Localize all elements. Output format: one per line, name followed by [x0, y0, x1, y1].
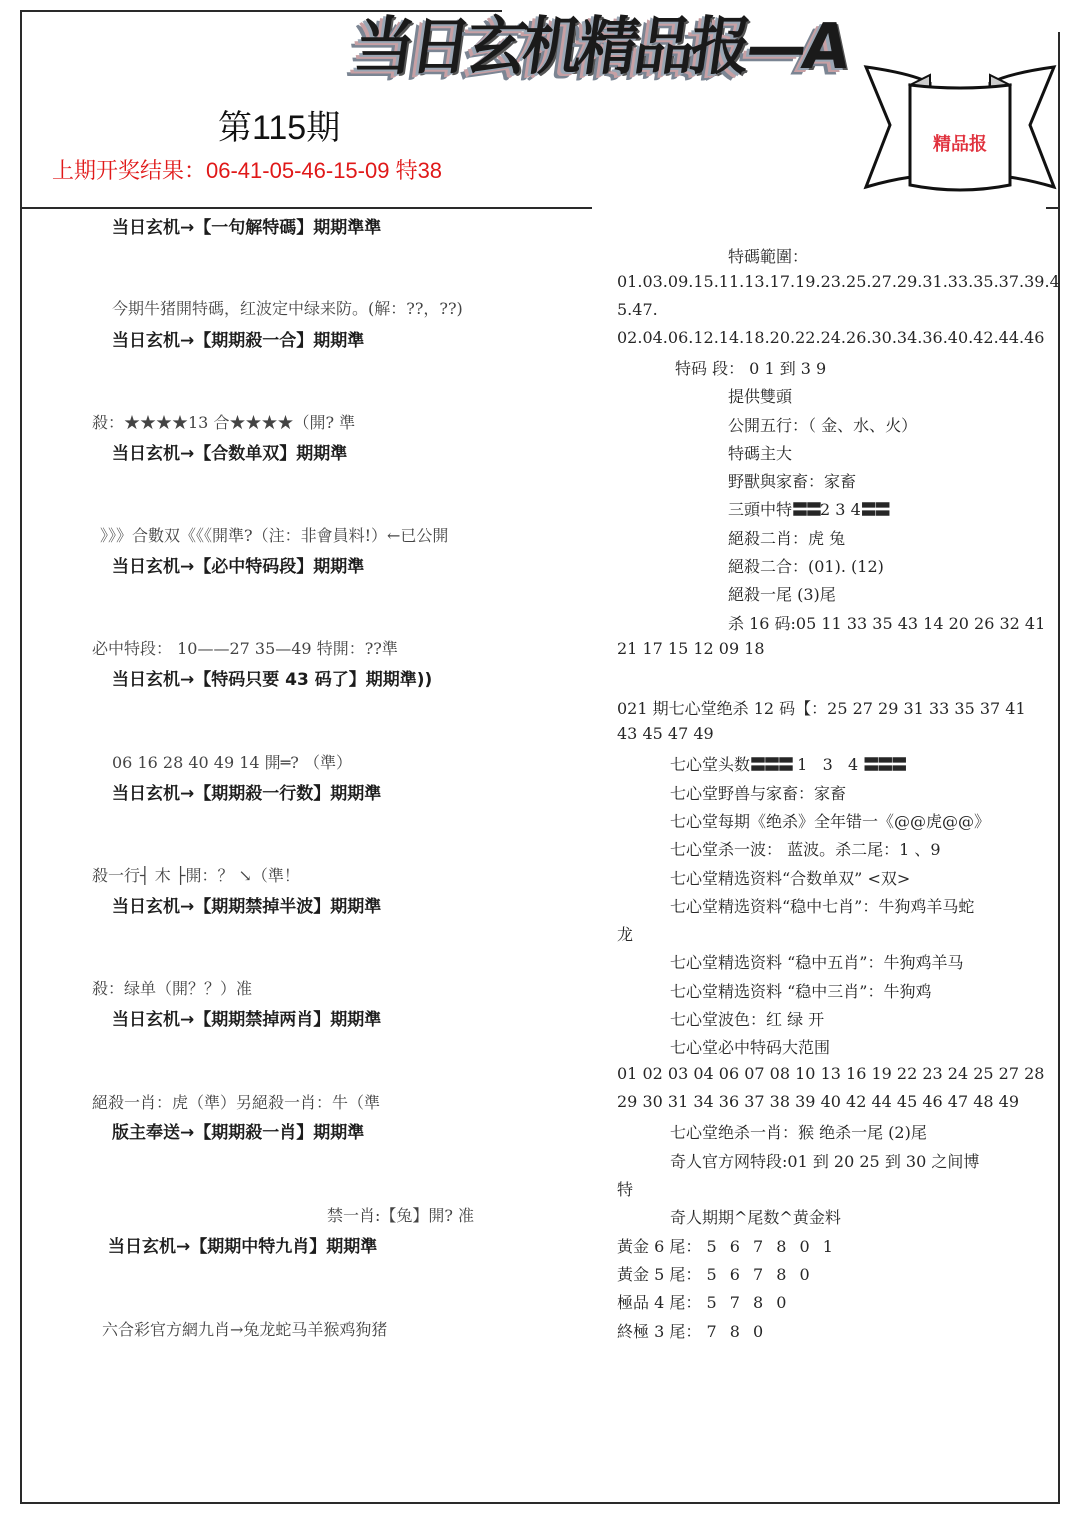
qxt-wave-text: 七心堂杀一波： 蓝波。杀二尾：1 、9	[670, 840, 941, 859]
section-content: 殺：★★★★13 合★★★★（開? 準	[92, 413, 356, 432]
qxt-kill12-line: 43 45 47 49	[617, 724, 714, 743]
section-content: 》》》合數双《《《開準?（注：非會員料!）←已公開	[100, 526, 449, 545]
wild-domestic-text: 野獸與家畜：家畜	[728, 472, 857, 491]
range-line: 01.03.09.15.11.13.17.19.23.25.27.29.31.33.35.37.39.4	[617, 272, 1060, 291]
section-heading: 当日玄机→【期期禁掉两肖】期期準	[112, 1010, 382, 1030]
kill16-line: 21 17 15 12 09 18	[617, 639, 765, 658]
bars-icon: 〓〓〓	[863, 755, 906, 774]
section-content: 六合彩官方網九肖→兔龙蛇马羊猴鸡狗猪	[102, 1320, 388, 1339]
kill-two-combo-text: 絕殺二合：(01). (12)	[728, 557, 884, 576]
kill-one-tail-text: 絕殺一尾 (3)尾	[728, 585, 836, 604]
section-content: 絕殺一肖：虎（準）另絕殺一肖：牛（準	[92, 1093, 381, 1112]
three-heads-text	[728, 497, 889, 520]
segment-text: 特码 段： 0 1 到 3 9	[675, 359, 827, 378]
banner-title: 当日玄机精品报—A	[349, 10, 851, 84]
tail-label: 黃金 5 尾：	[617, 1265, 702, 1284]
range-title: 特碼範圍：	[728, 247, 809, 266]
header-divider-right-tick	[1046, 207, 1060, 209]
tail-value: 7 8 0	[706, 1322, 768, 1341]
tail-row	[617, 1290, 790, 1313]
main-big-text: 特碼主大	[728, 444, 793, 463]
tail-row	[617, 1319, 767, 1342]
frame-bottom-line	[20, 1502, 1060, 1504]
qxt-seven-line: 七心堂精选资料“稳中七肖”：牛狗鸡羊马蛇	[670, 897, 975, 916]
kill16-line: 杀 16 码:05 11 33 35 43 14 20 26 32 41	[728, 614, 1046, 633]
section-heading: 当日玄机→【期期殺一合】期期準	[112, 331, 365, 351]
section-heading: 当日玄机→【必中特码段】期期準	[112, 557, 365, 577]
qiren-title: 奇人期期^尾数^黄金料	[670, 1208, 841, 1227]
qxt-range-line: 01 02 03 04 06 07 08 10 13 16 19 22 23 24 25 27 28	[617, 1064, 1045, 1083]
range-line: 5.47.	[617, 300, 658, 319]
section-heading: 当日玄机→【合数单双】期期準	[112, 444, 348, 464]
issue-number: 第115期	[218, 109, 341, 147]
section-content: 必中特段： 10——27 35—49 特開：??準	[92, 639, 398, 658]
frame-left-line	[20, 10, 22, 1503]
qxt-heads-value: 1 3 4	[797, 755, 859, 774]
section-content: 06 16 28 40 49 14 開═? （準）	[112, 753, 352, 772]
section-heading: 当日玄机→【一句解特碼】期期準準	[112, 218, 382, 238]
range-line: 02.04.06.12.14.18.20.22.24.26.30.34.36.40.42.44.46	[617, 328, 1045, 347]
five-elements-text: 公開五行：（ 金、水、火）	[728, 416, 918, 435]
section-heading: 当日玄机→【期期殺一行数】期期準	[112, 784, 382, 804]
section-content: 殺一行┤ 木 ├開：？ ↘（準！	[92, 866, 300, 885]
tail-label: 黃金 6 尾：	[617, 1237, 702, 1256]
section-content: 殺：绿单（開？？）准	[92, 979, 253, 998]
section-content: 今期牛猪開特碼，红波定中绿来防。(解：??，??)	[112, 299, 463, 318]
section-heading: 当日玄机→【特码只要 43 码了】期期準))	[112, 670, 433, 690]
section-heading: 当日玄机→【期期禁掉半波】期期準	[112, 897, 382, 917]
kill-two-zodiac-text: 絕殺二肖：虎 兔	[728, 529, 846, 548]
tail-label: 極品 4 尾：	[617, 1293, 702, 1312]
qxt-kill-one-text: 七心堂绝杀一肖：猴 绝杀一尾 (2)尾	[670, 1123, 927, 1142]
three-heads-label: 三頭中特	[728, 500, 793, 519]
frame-right-line	[1058, 32, 1060, 1504]
qxt-oddeven-text: 七心堂精选资料“合数单双” <双>	[670, 869, 911, 888]
qxt-kill12-line: 021 期七心堂绝杀 12 码【：25 27 29 31 33 35 37 41	[617, 699, 1026, 718]
tail-row	[617, 1262, 814, 1285]
three-heads-value: 2 3 4	[820, 500, 861, 519]
qxt-three-text: 七心堂精选资料 “稳中三肖”：牛狗鸡	[670, 982, 932, 1001]
previous-result: 上期开奖结果：06-41-05-46-15-09 特38	[52, 158, 443, 183]
tail-value: 5 6 7 8 0 1	[706, 1237, 837, 1256]
ribbon-badge-icon	[860, 55, 1060, 195]
qiren-seg-line: 奇人官方网特段:01 到 20 25 到 30 之间博	[670, 1152, 980, 1171]
qxt-heads-text	[670, 752, 905, 775]
section-content: 禁一肖:【兔】開? 准	[327, 1206, 475, 1225]
header-divider	[20, 207, 592, 209]
bars-icon: 〓〓	[860, 500, 889, 519]
ribbon-label: 精品报	[933, 134, 987, 155]
section-heading: 版主奉送→【期期殺一肖】期期準	[112, 1123, 365, 1143]
qxt-color-text: 七心堂波色：红 绿 开	[670, 1010, 825, 1029]
qxt-five-text: 七心堂精选资料 “稳中五肖”：牛狗鸡羊马	[670, 953, 964, 972]
bars-icon: 〓〓〓	[750, 755, 793, 774]
qxt-range-line: 29 30 31 34 36 37 38 39 40 42 44 45 46 47 48 49	[617, 1092, 1020, 1111]
tail-value: 5 6 7 8 0	[706, 1265, 814, 1284]
bars-icon: 〓〓	[792, 500, 821, 519]
qxt-wild-text: 七心堂野兽与家畜：家畜	[670, 784, 847, 803]
tail-label: 終極 3 尾：	[617, 1322, 702, 1341]
section-heading: 当日玄机→【期期中特九肖】期期準	[108, 1237, 378, 1257]
tail-row	[617, 1234, 837, 1257]
qxt-range-title: 七心堂必中特码大范围	[670, 1038, 831, 1057]
qiren-seg-line: 特	[617, 1180, 634, 1199]
double-head-text: 提供雙頭	[728, 387, 793, 406]
qxt-yearly-text: 七心堂每期《绝杀》全年错一《@@虎@@》	[670, 812, 991, 831]
qxt-heads-label: 七心堂头数	[670, 755, 751, 774]
qxt-seven-line: 龙	[617, 925, 634, 944]
tail-value: 5 7 8 0	[706, 1293, 791, 1312]
